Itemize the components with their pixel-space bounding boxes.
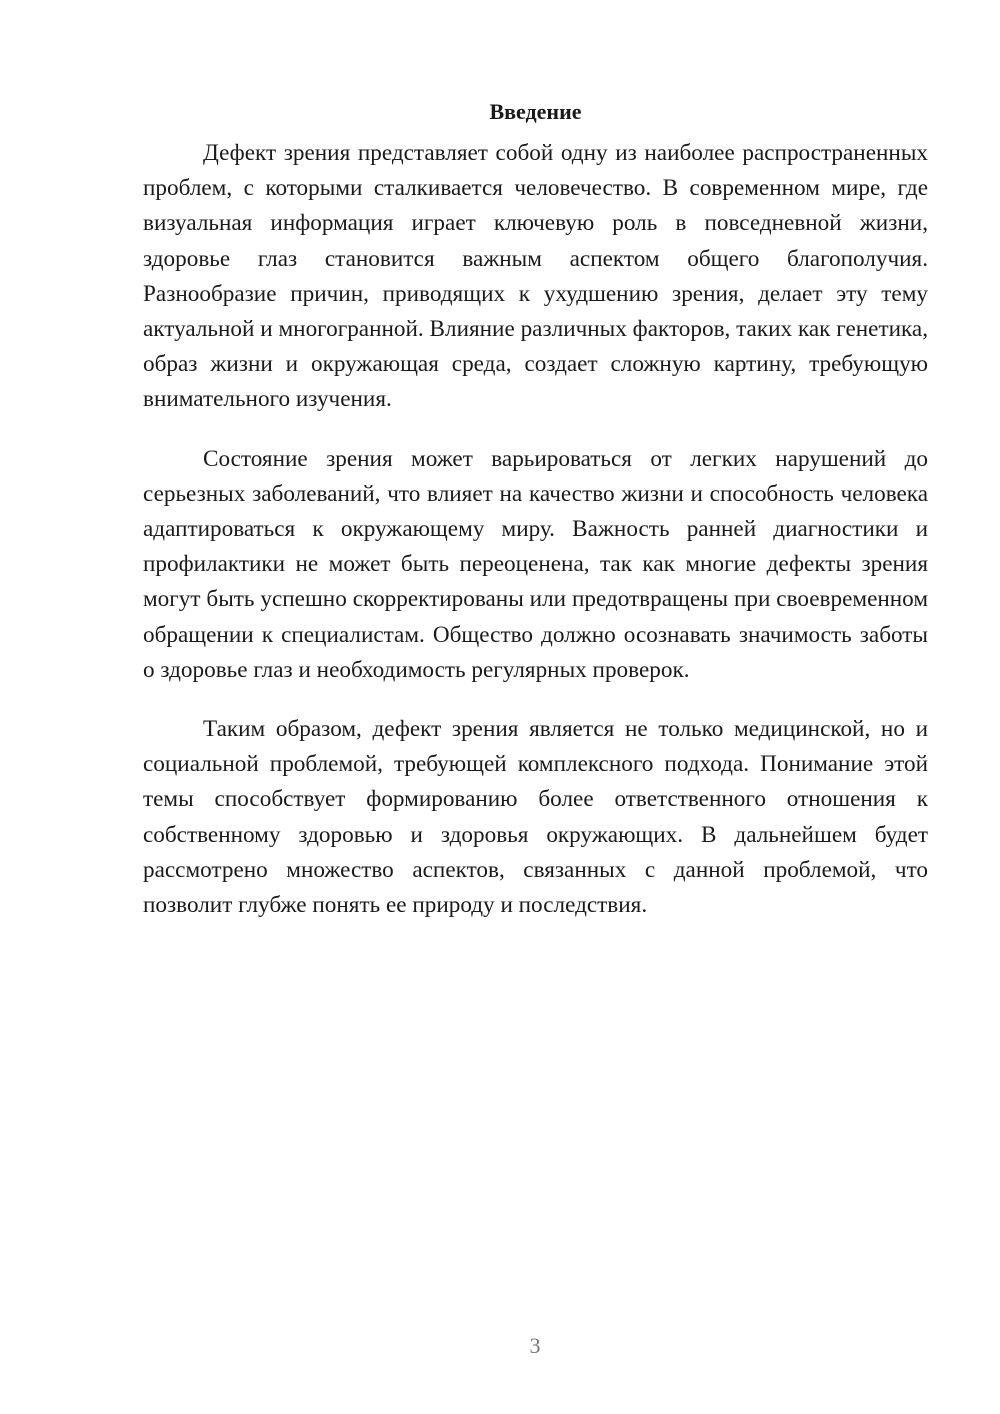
paragraph: Дефект зрения представляет собой одну из наиболее распространенных проблем, с которыми сталкивается человечество. В современном мире, где визуальная информация играет ключевую роль в повседневной жизни, здоровье глаз становится важным аспектом общего благополучия. Разнообразие причин, приводящих к ухудшению зрения, делает эту тему актуальной и многогранной. Влияние различных факторов, таких как генетика, образ жизни и окружающая среда, создает сложную картину, требующую внимательного изучения. bbox=[143, 140, 928, 413]
document-page bbox=[143, 96, 928, 923]
page-number: 3 bbox=[529, 1333, 541, 1358]
paragraph: Состояние зрения может варьироваться от легких нарушений до серьезных заболеваний, что влияет на качество жизни и способность человека адаптироваться к окружающему миру. Важность ранней диагностики и профилактики не может быть переоценена, так как многие дефекты зрения могут быть успешно скорректированы или предотвращены при своевременном обращении к специалистам. Общество должно осознавать значимость заботы о здоровье глаз и необходимость регулярных проверок. bbox=[143, 445, 928, 683]
paragraph: Таким образом, дефект зрения является не только медицинской, но и социальной проблемой, требующей комплексного подхода. Понимание этой темы способствует формированию более ответственного отношения к собственному здоровью и здоровья окружающих. В дальнейшем будет рассмотрено множество аспектов, связанных с данной проблемой, что позволит глубже понять ее природу и последствия. bbox=[143, 716, 928, 919]
section-title: Введение bbox=[489, 99, 582, 124]
